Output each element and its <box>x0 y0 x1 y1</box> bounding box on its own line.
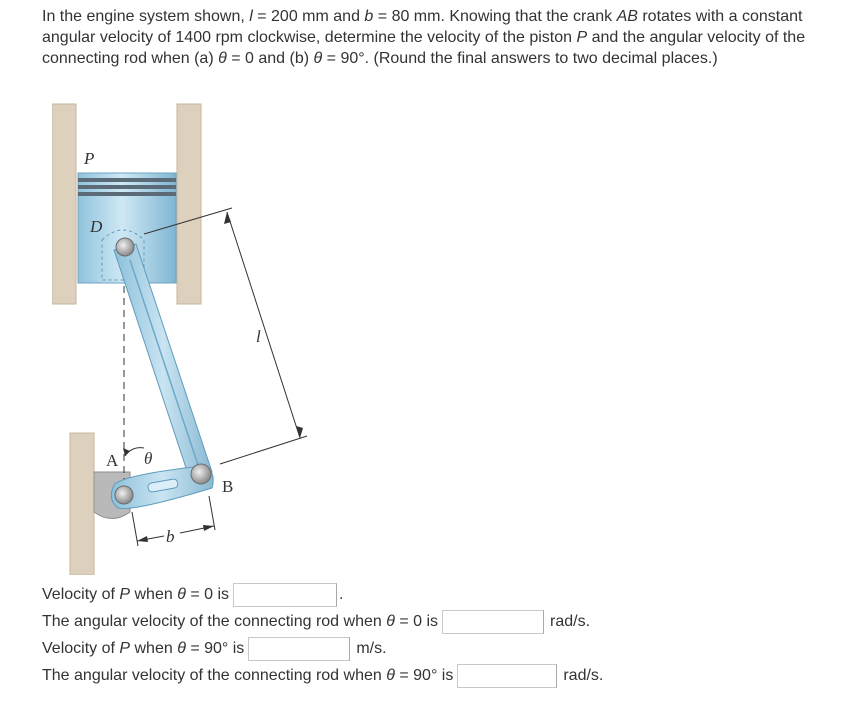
engine-diagram <box>52 100 322 575</box>
omega-rod-theta-0-input[interactable] <box>442 610 544 634</box>
problem-text: In the engine system shown, <box>42 8 250 25</box>
prompt-text: The angular velocity of the connecting rod when θ = 0 is <box>42 613 439 630</box>
omega-rod-theta-90-input[interactable] <box>457 664 557 688</box>
answer-row-omega-rod-theta-90 <box>42 664 842 691</box>
answer-section <box>42 583 842 691</box>
piston-ring <box>78 192 176 196</box>
label-p: P <box>84 149 95 168</box>
problem-statement <box>42 6 842 69</box>
var-theta: θ <box>218 50 227 67</box>
unit-label: rad/s. <box>563 667 604 684</box>
prompt-text: Velocity of P when θ = 0 is <box>42 586 230 603</box>
answer-row-velocity-p-theta-0 <box>42 583 842 610</box>
label-d: D <box>90 217 103 236</box>
label-b-dim: b <box>166 527 175 546</box>
var-b: b <box>364 8 374 25</box>
dim-arrow-b-right <box>203 525 214 531</box>
velocity-p-theta-0-input[interactable] <box>233 583 337 607</box>
pin-a <box>115 486 133 504</box>
pin-b <box>191 464 211 484</box>
label-l: l <box>256 327 261 346</box>
label-theta: θ <box>144 449 153 468</box>
var-l: l <box>249 8 253 25</box>
answer-row-omega-rod-theta-0 <box>42 610 842 637</box>
label-a: A <box>106 451 119 470</box>
problem-text: = 80 mm. Knowing that the crank <box>373 8 617 25</box>
unit-label: m/s. <box>356 640 387 657</box>
var-ab: AB <box>616 8 638 25</box>
dim-ext-bottom <box>220 436 307 464</box>
problem-text: = 200 mm and <box>252 8 365 25</box>
piston-ring <box>78 178 176 182</box>
var-p: P <box>576 29 588 46</box>
cylinder-wall-right <box>177 104 201 304</box>
dim-arrow-b-left <box>137 536 148 542</box>
prompt-text: Velocity of P when θ = 90° is <box>42 640 245 657</box>
dim-line-l <box>227 212 300 438</box>
problem-text: = 0 and (b) <box>226 50 314 67</box>
velocity-p-theta-90-input[interactable] <box>248 637 350 661</box>
label-b-point: B <box>222 477 234 496</box>
dim-ext-b <box>209 496 215 530</box>
problem-text: rotates with a constant angular velocity of 1400 rpm clockwise, determine the velocity of the piston <box>42 8 803 46</box>
cylinder-wall-left <box>52 104 76 304</box>
unit-label: rad/s. <box>550 613 591 630</box>
prompt-text: The angular velocity of the connecting rod when θ = 90° is <box>42 667 454 684</box>
dim-arrow-l-top <box>224 212 231 224</box>
answer-row-velocity-p-theta-90 <box>42 637 842 664</box>
unit-label: . <box>339 586 344 603</box>
problem-text: and the angular velocity of the connecting rod when (a) <box>42 29 806 67</box>
var-theta: θ <box>313 50 323 67</box>
base-wall <box>70 433 94 575</box>
pin-d <box>116 238 134 256</box>
problem-text: = 90°. (Round the final answers to two decimal places.) <box>322 50 718 67</box>
dim-arrow-l-bottom <box>296 426 303 438</box>
piston-ring <box>78 185 176 189</box>
